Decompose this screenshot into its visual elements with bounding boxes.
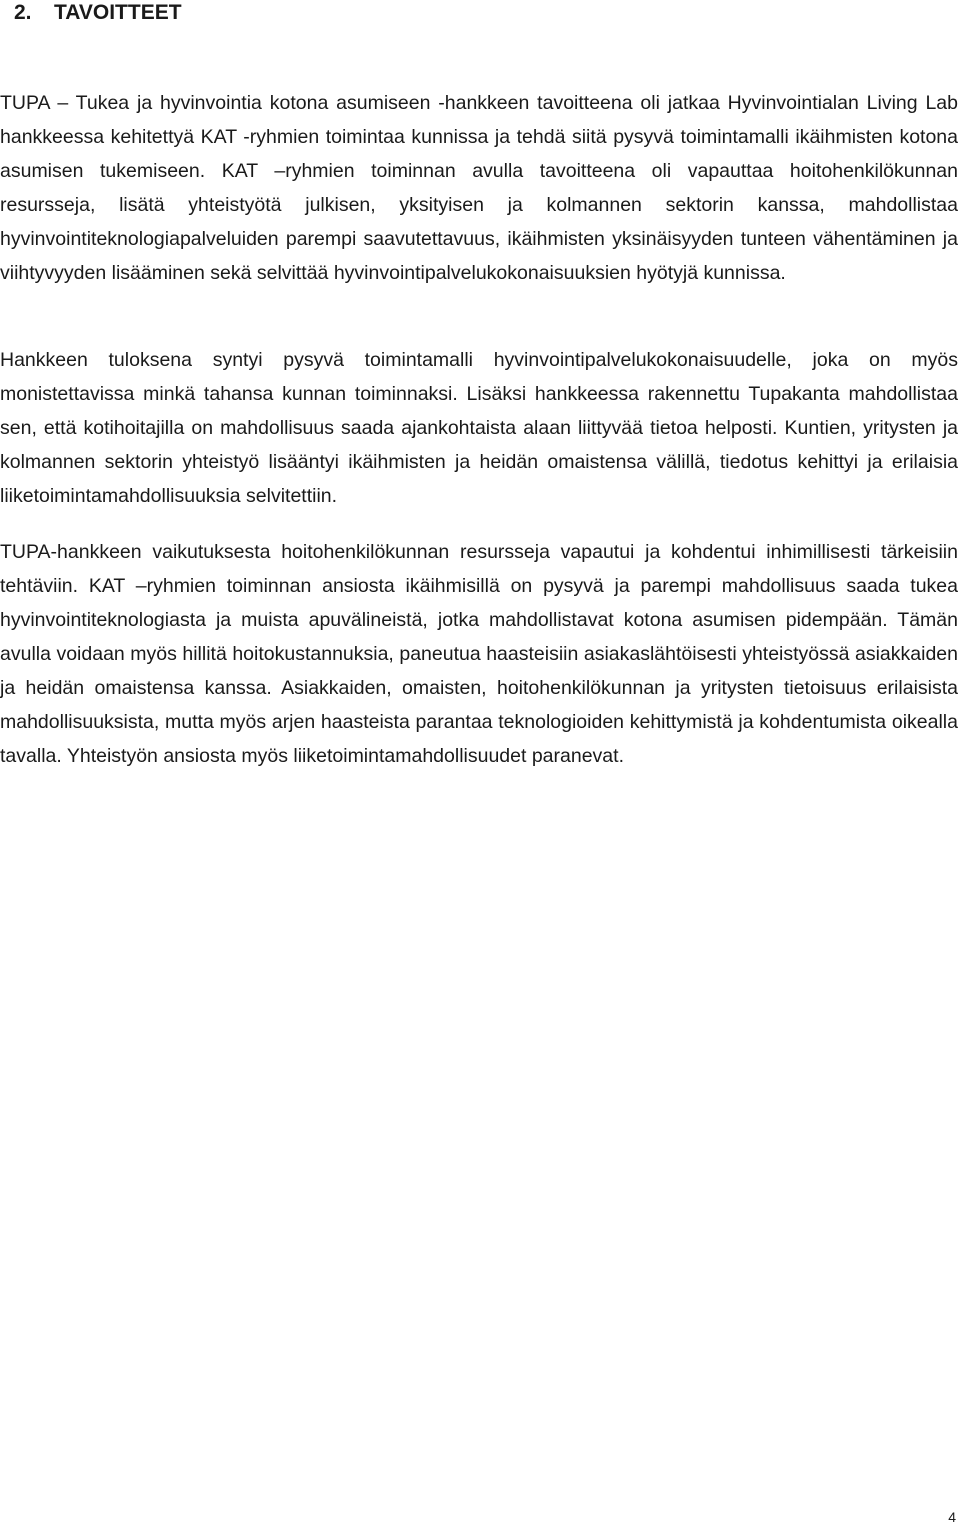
page-number: 4 bbox=[948, 1509, 956, 1525]
paragraph-results: Hankkeen tuloksena syntyi pysyvä toimintamalli hyvinvointipalvelukokonaisuudelle, joka on myös monistettavissa minkä tahansa kunnan toiminnaksi. Lisäksi hankkeessa rakennettu Tupakanta mahdollistaa sen, että kotihoitajilla on mahdollisuus saada ajankohtaista alaan liittyvää tietoa helposti. Kuntien, yritysten ja kolmannen sektorin yhteistyö lisääntyi ikäihmisten ja heidän omaistensa välillä, tiedotus kehittyi ja erilaisia liiketoimintamahdollisuuksia selvitettiin. bbox=[0, 349, 958, 507]
section-number: 2. bbox=[14, 1, 32, 24]
section-title: TAVOITTEET bbox=[54, 1, 182, 24]
paragraph-goals: TUPA – Tukea ja hyvinvointia kotona asumiseen -hankkeen tavoitteena oli jatkaa Hyvinvointialan Living Lab hankkeessa kehitettyä KAT -ryhmien toimintaa kunnissa ja tehdä siitä pysyvä toimintamalli ikäihmisten kotona asumisen tukemiseen. KAT –ryhmien toiminnan avulla tavoitteena oli vapauttaa hoitohenkilökunnan resursseja, lisätä yhteistyötä julkisen, yksityisen ja kolmannen sektorin kanssa, mahdollistaa hyvinvointiteknologiapalveluiden parempi saavutettavuus, ikäihmisten yksinäisyyden tunteen vähentäminen ja viihtyvyyden lisääminen sekä selvittää hyvinvointipalvelukokonaisuuksien hyötyjä kunnissa. bbox=[0, 92, 958, 284]
paragraph-impact: TUPA-hankkeen vaikutuksesta hoitohenkilökunnan resursseja vapautui ja kohdentui inhimillisesti tärkeisiin tehtäviin. KAT –ryhmien toiminnan ansiosta ikäihmisillä on pysyvä ja parempi mahdollisuus saada tukea hyvinvointiteknologiasta ja muista apuvälineistä, jotka mahdollistavat kotona asumisen pidempään. Tämän avulla voidaan myös hillitä hoitokustannuksia, paneutua haasteisiin asiakaslähtöisesti yhteistyössä asiakkaiden ja heidän omaistensa kanssa. Asiakkaiden, omaisten, hoitohenkilökunnan ja yritysten tietoisuus erilaisista mahdollisuuksista, mutta myös arjen haasteista parantaa teknologioiden kehittymistä ja kohdentumista oikealla tavalla. Yhteistyön ansiosta myös liiketoimintamahdollisuudet paranevat. bbox=[0, 541, 958, 767]
section-heading bbox=[14, 0, 182, 26]
